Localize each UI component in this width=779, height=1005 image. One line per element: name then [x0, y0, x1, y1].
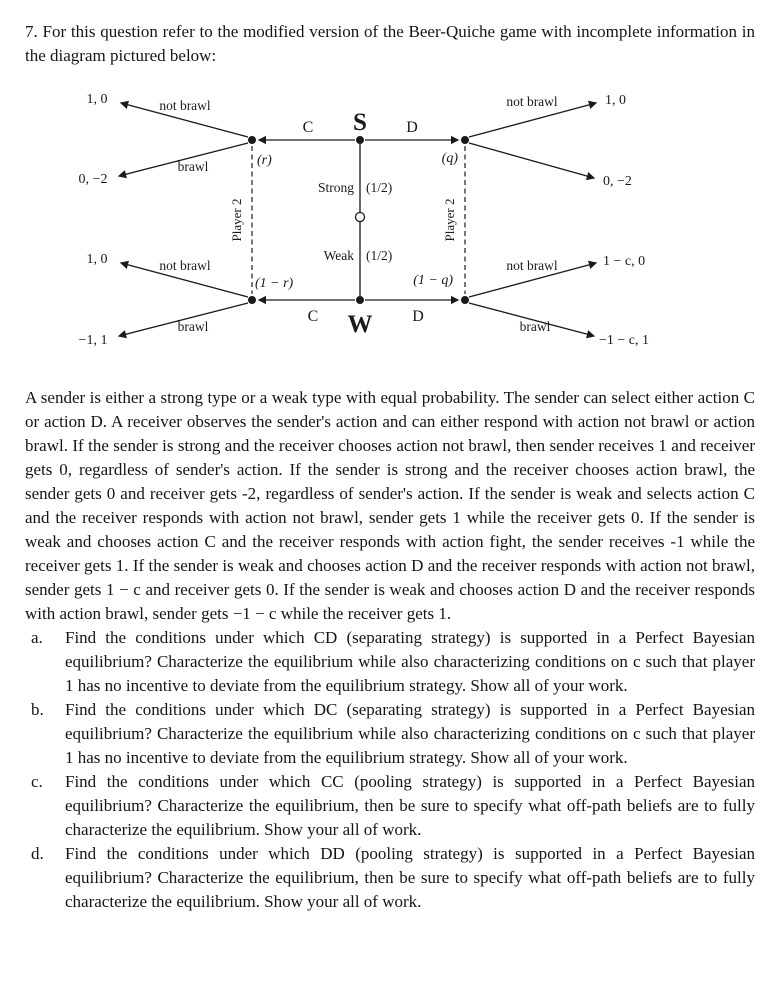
- br-brawl-label: brawl: [519, 319, 551, 334]
- node-bottom-left: [248, 296, 256, 304]
- bottom-action-d-label: D: [412, 308, 424, 325]
- tl-not-brawl-label: not brawl: [159, 98, 211, 113]
- belief-1q-label: (1 − q): [413, 273, 453, 288]
- node-top-right: [461, 136, 469, 144]
- question-part-c: [25, 770, 755, 842]
- tr-not-brawl-payoff: 1, 0: [605, 93, 626, 108]
- part-a-text: Find the conditions under which CD (separating strategy) is supported in a Perfect Bayesian equilibrium? Characterize the equilibrium while also characterizing conditions on c such that player 1 has no incentive to deviate from the equilibrium strategy. Show all of your work.: [65, 628, 755, 695]
- player2-right-label: Player 2: [442, 198, 457, 242]
- nature-weak-label: Weak: [323, 248, 354, 263]
- question-part-b: [25, 698, 755, 770]
- top-action-d-label: D: [406, 119, 418, 136]
- game-tree-diagram: [45, 80, 755, 372]
- part-d-label: d.: [31, 844, 44, 863]
- tr-brawl-payoff: 0, −2: [603, 174, 632, 189]
- node-top-left: [248, 136, 256, 144]
- part-b-label: b.: [31, 700, 44, 719]
- tl-brawl-label: brawl: [177, 159, 209, 174]
- edge-tr-brawl: [469, 143, 594, 178]
- tl-brawl-payoff: 0, −2: [78, 172, 108, 187]
- bottom-action-c-label: C: [307, 308, 319, 325]
- top-action-c-label: C: [302, 119, 314, 136]
- question-part-d: [25, 842, 755, 914]
- br-not-brawl-label: not brawl: [506, 258, 558, 273]
- sender-type-strong-label: S: [353, 109, 367, 136]
- part-d-text: Find the conditions under which DD (pooling strategy) is supported in a Perfect Bayesian equilibrium? Characterize the equilibrium, then be sure to specify what off-path beliefs are to fully characterize the equilibrium. Show your all of work.: [65, 844, 755, 911]
- question-intro: 7. For this question refer to the modified version of the Beer-Quiche game with incomplete information in the diagram pictured below:: [25, 22, 755, 65]
- bl-not-brawl-payoff: 1, 0: [86, 252, 108, 267]
- belief-q-label: (q): [441, 151, 458, 166]
- nature-weak-prob: (1/2): [366, 248, 393, 263]
- node-sender-strong: [356, 136, 364, 144]
- question-body: A sender is either a strong type or a weak type with equal probability. The sender can select either action C or action D. A receiver observes the sender's action and can either respond with action not brawl or action brawl. If the sender is strong and the receiver chooses action not brawl, then sender receives 1 and receiver gets 0, regardless of sender's action. If the sender is strong and the receiver chooses action brawl, the sender gets 0 and receiver gets -2, regardless of sender's action. If the sender is weak and selects action C and the receiver responds with action not brawl, sender gets 1 while the receiver gets 0. If the sender is weak and chooses action C and the receiver responds with action fight, the sender receives -1 while the receiver gets 1. If the sender is weak and chooses action D and the receiver responds with action not brawl, sender gets 1 − c and receiver gets 0. If the sender is weak and chooses action D and the receiver responds with action brawl, sender gets −1 − c while the receiver gets 1.: [25, 388, 755, 623]
- bl-not-brawl-label: not brawl: [159, 258, 211, 273]
- player2-left-label: Player 2: [229, 198, 244, 242]
- bl-brawl-label: brawl: [177, 319, 209, 334]
- nature-strong-label: Strong: [317, 180, 354, 195]
- nature-strong-prob: (1/2): [366, 180, 393, 195]
- node-bottom-right: [461, 296, 469, 304]
- part-b-text: Find the conditions under which DC (separating strategy) is supported in a Perfect Bayesian equilibrium? Characterize the equilibrium while also characterizing conditions on c such that player 1 has no incentive to deviate from the equilibrium strategy. Show all of your work.: [65, 700, 755, 767]
- question-part-a: [25, 626, 755, 698]
- sender-type-weak-label: W: [347, 311, 373, 338]
- bl-brawl-payoff: −1, 1: [78, 333, 108, 348]
- part-a-label: a.: [31, 628, 43, 647]
- br-not-brawl-payoff: 1 − c, 0: [603, 254, 646, 269]
- game-tree-svg: [45, 80, 735, 372]
- belief-r-label: (r): [257, 153, 272, 168]
- node-sender-weak: [356, 296, 364, 304]
- part-c-text: Find the conditions under which CC (pooling strategy) is supported in a Perfect Bayesian equilibrium? Characterize the equilibrium, then be sure to specify what off-path beliefs are to fully characterize the equilibrium. Show your all of work.: [65, 772, 755, 839]
- belief-1r-label: (1 − r): [255, 276, 294, 291]
- node-nature: [356, 213, 365, 222]
- tl-not-brawl-payoff: 1, 0: [86, 92, 108, 107]
- question-parts: [25, 626, 755, 914]
- part-c-label: c.: [31, 772, 43, 791]
- br-brawl-payoff: −1 − c, 1: [599, 333, 650, 348]
- tr-not-brawl-label: not brawl: [506, 94, 558, 109]
